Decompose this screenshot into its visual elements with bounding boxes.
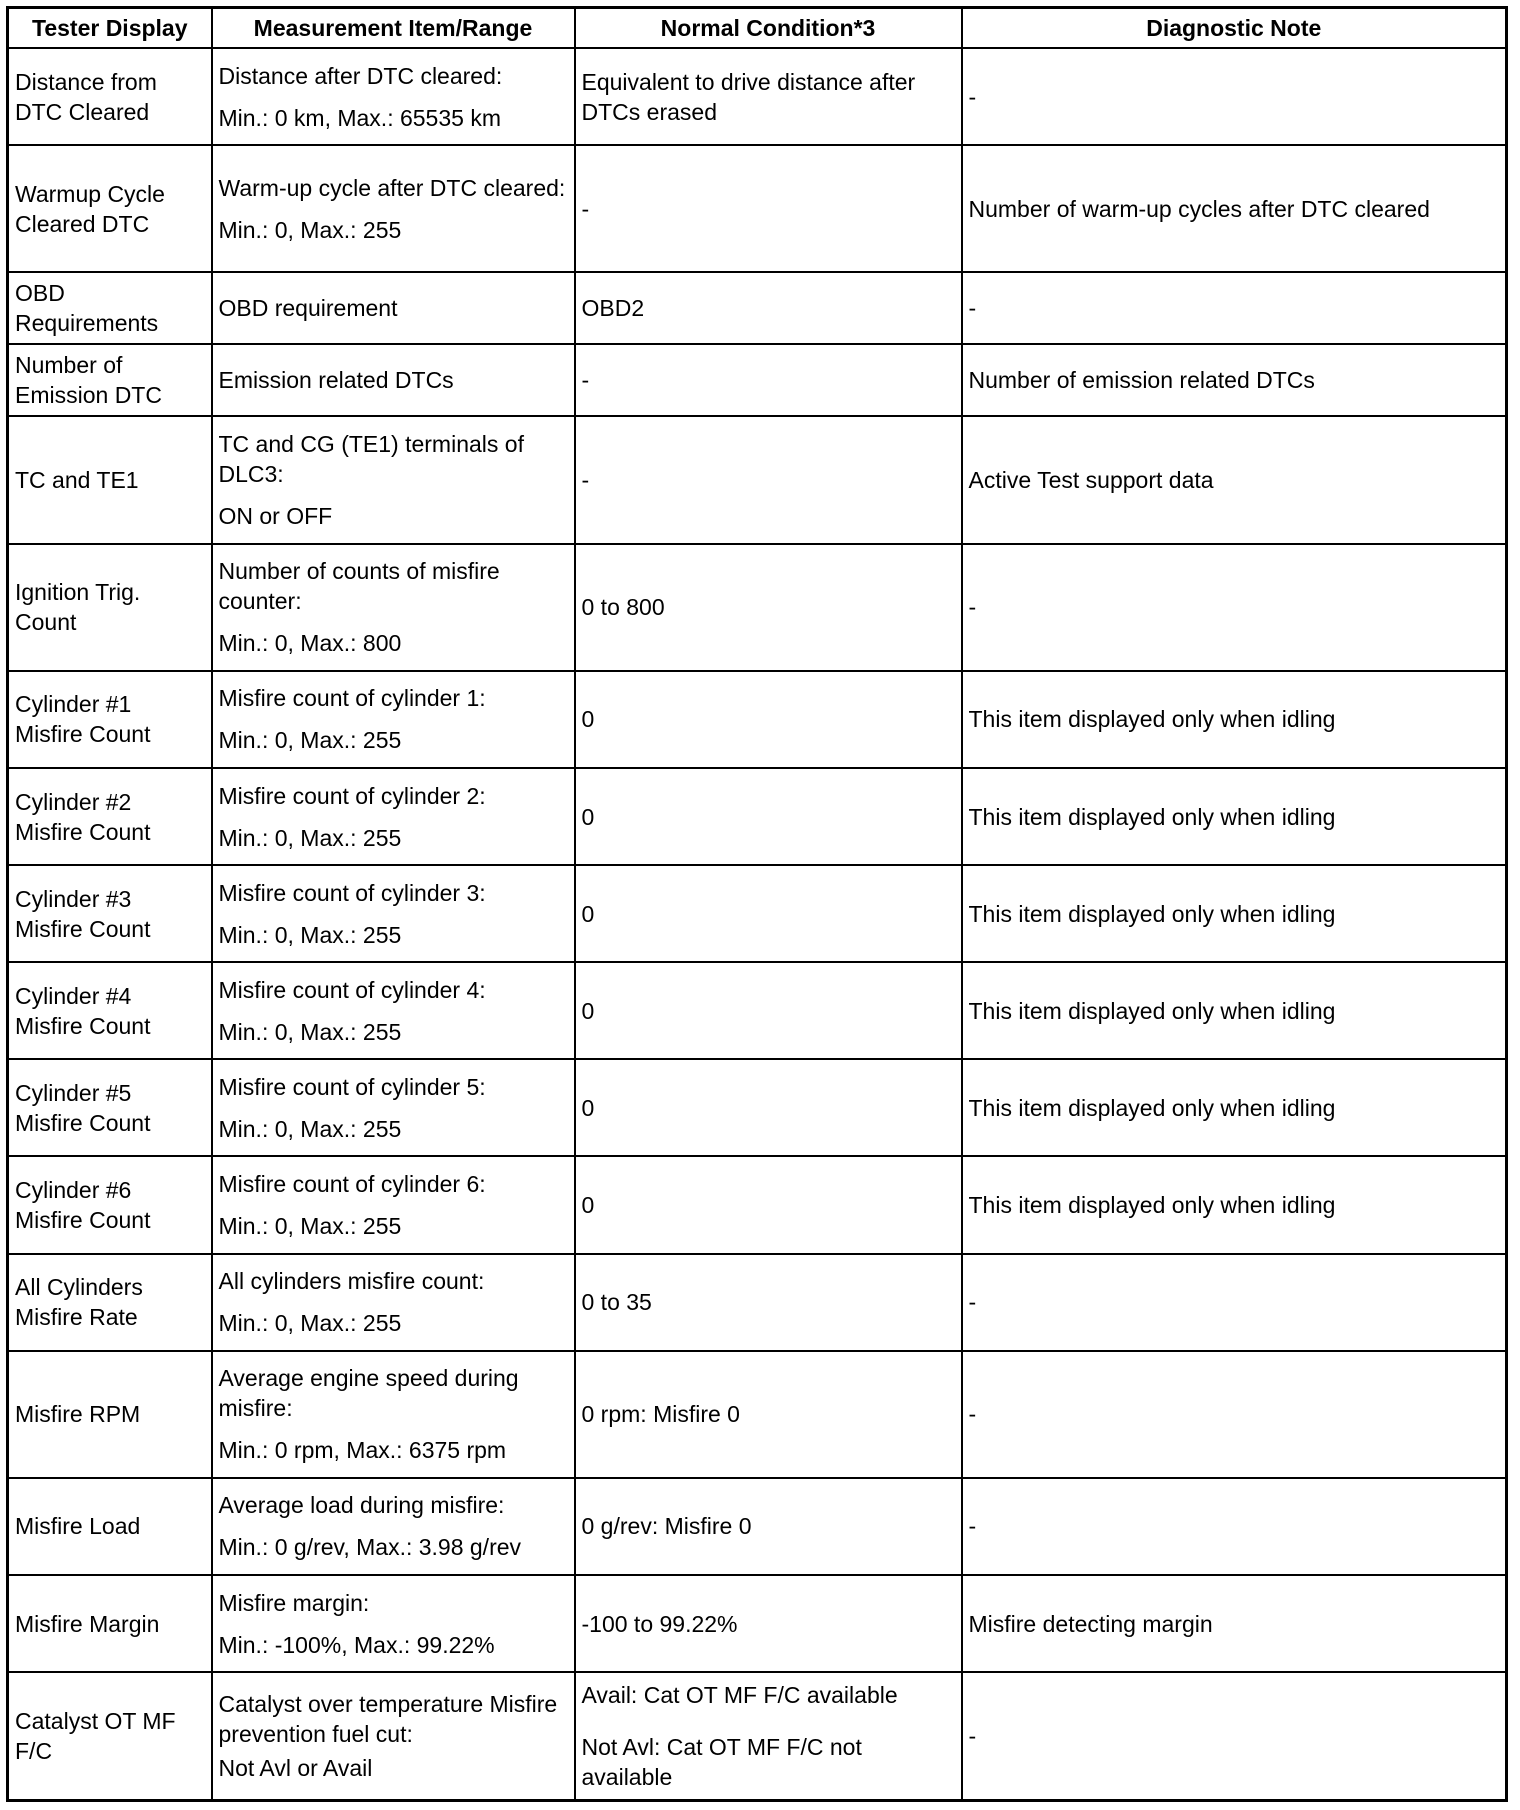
table-row bbox=[8, 1254, 1507, 1351]
diagnostic-note-cell: This item displayed only when idling bbox=[962, 1059, 1507, 1156]
normal-condition-cell: - bbox=[575, 416, 962, 543]
normal-condition-cell: 0 to 800 bbox=[575, 544, 962, 671]
normal-condition-cell: Equivalent to drive distance after DTCs erased bbox=[575, 48, 962, 145]
normal-condition-cell: OBD2 bbox=[575, 272, 962, 344]
header-measurement-item: Measurement Item/Range bbox=[212, 8, 575, 49]
tester-display-cell: Warmup Cycle Cleared DTC bbox=[8, 145, 212, 272]
tester-display-cell: Cylinder #3 Misfire Count bbox=[8, 865, 212, 962]
measurement-cell bbox=[212, 145, 575, 272]
measurement-range: Min.: 0, Max.: 255 bbox=[218, 921, 402, 948]
table-row bbox=[8, 544, 1507, 671]
normal-condition-cell: 0 to 35 bbox=[575, 1254, 962, 1351]
tester-display-cell: OBD Requirements bbox=[8, 272, 212, 344]
tester-display-cell: Misfire RPM bbox=[8, 1351, 212, 1478]
measurement-cell bbox=[212, 865, 575, 962]
diagnostic-note-cell: Active Test support data bbox=[962, 416, 1507, 543]
normal-condition-cell: 0 rpm: Misfire 0 bbox=[575, 1351, 962, 1478]
tester-display-cell: TC and TE1 bbox=[8, 416, 212, 543]
header-row bbox=[8, 8, 1507, 49]
measurement-description: Number of counts of misfire counter: bbox=[218, 558, 500, 615]
diagnostic-note-cell: This item displayed only when idling bbox=[962, 671, 1507, 768]
diagnostic-note-cell: This item displayed only when idling bbox=[962, 768, 1507, 865]
diagnostic-note-cell: - bbox=[962, 48, 1507, 145]
tester-display-cell: Cylinder #4 Misfire Count bbox=[8, 962, 212, 1059]
measurement-cell bbox=[212, 1351, 575, 1478]
measurement-range: Min.: 0, Max.: 255 bbox=[218, 1310, 402, 1337]
measurement-description: Misfire count of cylinder 4: bbox=[218, 976, 486, 1003]
header-tester-display: Tester Display bbox=[8, 8, 212, 49]
measurement-range: Min.: 0 rpm, Max.: 6375 rpm bbox=[218, 1437, 507, 1464]
header-diagnostic-note: Diagnostic Note bbox=[962, 8, 1507, 49]
header-normal-condition: Normal Condition*3 bbox=[575, 8, 962, 49]
measurement-range: Min.: 0, Max.: 800 bbox=[218, 630, 402, 657]
measurement-description: Misfire count of cylinder 5: bbox=[218, 1073, 486, 1100]
diagnostic-note-cell: - bbox=[962, 1351, 1507, 1478]
normal-condition-cell: -100 to 99.22% bbox=[575, 1575, 962, 1672]
table-row bbox=[8, 768, 1507, 865]
tester-display-cell: Distance from DTC Cleared bbox=[8, 48, 212, 145]
measurement-cell: Emission related DTCs bbox=[212, 344, 575, 416]
measurement-cell bbox=[212, 1672, 575, 1800]
table-row bbox=[8, 1156, 1507, 1253]
tester-display-cell: Cylinder #5 Misfire Count bbox=[8, 1059, 212, 1156]
measurement-range: Not Avl or Avail bbox=[218, 1755, 373, 1782]
measurement-cell bbox=[212, 544, 575, 671]
table-row bbox=[8, 1478, 1507, 1575]
measurement-range: Min.: 0, Max.: 255 bbox=[218, 1213, 402, 1240]
measurement-description: Misfire margin: bbox=[218, 1589, 370, 1616]
diagnostic-note-cell: - bbox=[962, 1672, 1507, 1800]
measurement-range: Min.: 0 g/rev, Max.: 3.98 g/rev bbox=[218, 1534, 522, 1561]
measurement-cell bbox=[212, 1478, 575, 1575]
normal-condition-cell: 0 bbox=[575, 962, 962, 1059]
measurement-range: ON or OFF bbox=[218, 503, 333, 530]
normal-condition-cell: 0 bbox=[575, 768, 962, 865]
diagnostic-note-cell: Misfire detecting margin bbox=[962, 1575, 1507, 1672]
normal-condition-cell: 0 bbox=[575, 865, 962, 962]
diagnostic-note-cell: This item displayed only when idling bbox=[962, 1156, 1507, 1253]
tester-display-cell: All Cylinders Misfire Rate bbox=[8, 1254, 212, 1351]
measurement-range: Min.: 0, Max.: 255 bbox=[218, 824, 402, 851]
diagnostic-note-cell: - bbox=[962, 1478, 1507, 1575]
table-row bbox=[8, 145, 1507, 272]
tester-display-cell: Cylinder #6 Misfire Count bbox=[8, 1156, 212, 1253]
measurement-cell bbox=[212, 1254, 575, 1351]
measurement-cell bbox=[212, 48, 575, 145]
diagnostic-note-cell: Number of warm-up cycles after DTC cleared bbox=[962, 145, 1507, 272]
measurement-description: Warm-up cycle after DTC cleared: bbox=[218, 174, 566, 201]
tester-display-cell: Misfire Load bbox=[8, 1478, 212, 1575]
tester-display-cell: Cylinder #2 Misfire Count bbox=[8, 768, 212, 865]
measurement-range: Min.: 0, Max.: 255 bbox=[218, 216, 402, 243]
table-row bbox=[8, 416, 1507, 543]
diagnostic-note-cell: This item displayed only when idling bbox=[962, 962, 1507, 1059]
table-row bbox=[8, 671, 1507, 768]
measurement-description: Catalyst over temperature Misfire prevention fuel cut: bbox=[218, 1691, 558, 1748]
diagnostic-note-cell: Number of emission related DTCs bbox=[962, 344, 1507, 416]
measurement-range: Min.: 0 km, Max.: 65535 km bbox=[218, 104, 501, 131]
normal-condition-cell: 0 bbox=[575, 671, 962, 768]
table-row bbox=[8, 865, 1507, 962]
normal-condition-cell: 0 bbox=[575, 1156, 962, 1253]
measurement-cell: OBD requirement bbox=[212, 272, 575, 344]
measurement-cell bbox=[212, 1575, 575, 1672]
table-row bbox=[8, 1575, 1507, 1672]
measurement-description: Average engine speed during misfire: bbox=[218, 1365, 519, 1422]
tester-display-cell: Number of Emission DTC bbox=[8, 344, 212, 416]
tester-display-cell: Catalyst OT MF F/C bbox=[8, 1672, 212, 1800]
measurement-description: Average load during misfire: bbox=[218, 1492, 505, 1519]
table-row bbox=[8, 962, 1507, 1059]
normal-condition-line: Not Avl: Cat OT MF F/C not available bbox=[581, 1734, 862, 1791]
normal-condition-cell: 0 g/rev: Misfire 0 bbox=[575, 1478, 962, 1575]
measurement-description: All cylinders misfire count: bbox=[218, 1268, 485, 1295]
measurement-cell bbox=[212, 671, 575, 768]
diagnostic-note-cell: This item displayed only when idling bbox=[962, 865, 1507, 962]
tester-display-cell: Ignition Trig. Count bbox=[8, 544, 212, 671]
table-row bbox=[8, 1351, 1507, 1478]
measurement-range: Min.: -100%, Max.: 99.22% bbox=[218, 1631, 495, 1658]
tester-display-cell: Cylinder #1 Misfire Count bbox=[8, 671, 212, 768]
normal-condition-cell bbox=[575, 1672, 962, 1800]
table-row bbox=[8, 272, 1507, 344]
measurement-description: Misfire count of cylinder 3: bbox=[218, 879, 486, 906]
tester-display-cell: Misfire Margin bbox=[8, 1575, 212, 1672]
measurement-cell bbox=[212, 416, 575, 543]
table-row bbox=[8, 48, 1507, 145]
normal-condition-cell: - bbox=[575, 145, 962, 272]
measurement-range: Min.: 0, Max.: 255 bbox=[218, 1018, 402, 1045]
table-row bbox=[8, 344, 1507, 416]
measurement-description: Misfire count of cylinder 1: bbox=[218, 685, 486, 712]
diagnostic-note-cell: - bbox=[962, 272, 1507, 344]
table-row bbox=[8, 1672, 1507, 1800]
diagnostic-data-table bbox=[6, 6, 1508, 1802]
diagnostic-note-cell: - bbox=[962, 1254, 1507, 1351]
normal-condition-line: Avail: Cat OT MF F/C available bbox=[581, 1682, 898, 1709]
measurement-description: Misfire count of cylinder 6: bbox=[218, 1171, 486, 1198]
measurement-range: Min.: 0, Max.: 255 bbox=[218, 1115, 402, 1142]
measurement-range: Min.: 0, Max.: 255 bbox=[218, 727, 402, 754]
table-row bbox=[8, 1059, 1507, 1156]
diagnostic-note-cell: - bbox=[962, 544, 1507, 671]
measurement-description: Distance after DTC cleared: bbox=[218, 62, 503, 89]
measurement-description: Misfire count of cylinder 2: bbox=[218, 782, 486, 809]
measurement-cell bbox=[212, 1156, 575, 1253]
normal-condition-cell: - bbox=[575, 344, 962, 416]
measurement-cell bbox=[212, 1059, 575, 1156]
measurement-cell bbox=[212, 962, 575, 1059]
measurement-description: TC and CG (TE1) terminals of DLC3: bbox=[218, 431, 524, 488]
normal-condition-cell: 0 bbox=[575, 1059, 962, 1156]
measurement-cell bbox=[212, 768, 575, 865]
